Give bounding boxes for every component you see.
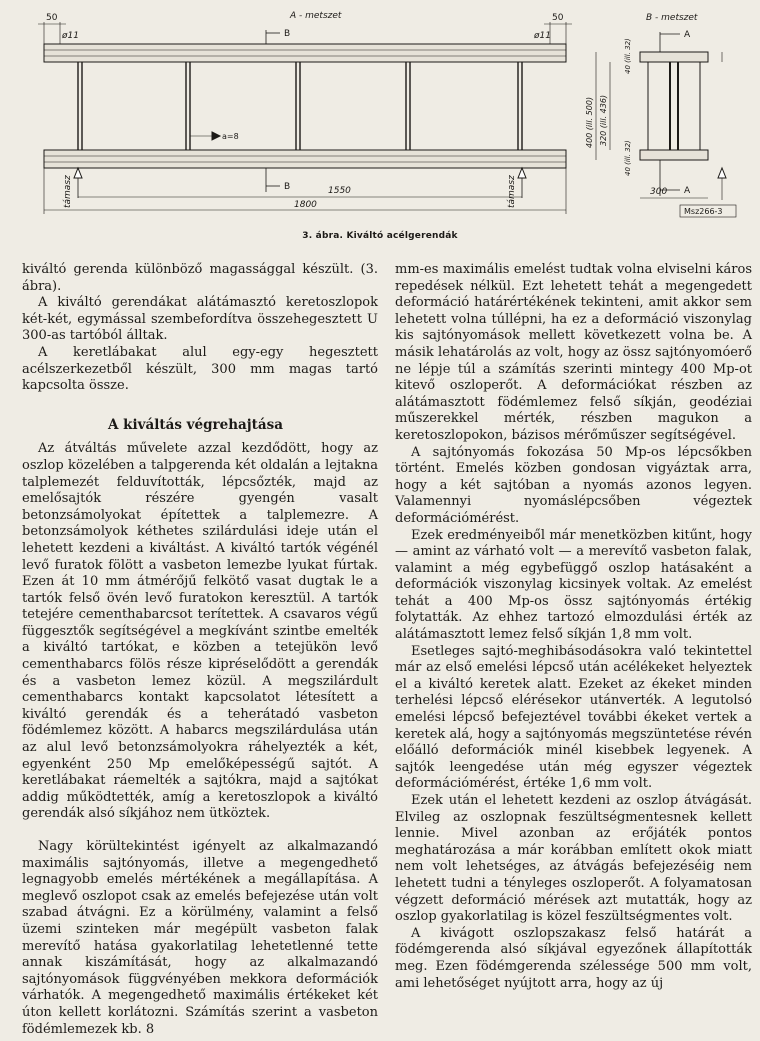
section-b-label: B - metszet — [646, 13, 698, 23]
left-paragraph-3: A keretlábakat alul egy-egy hegesztett acélszerkezetből készült, 300 mm magas tartó kapcsolta össze. — [22, 344, 378, 394]
left-paragraph-2: A kiváltó gerendákat alátámasztó keretoszlopok két-két, egymással szembefordítva összehegesztett U 300-as tartóból álltak. — [22, 295, 378, 344]
vertical-dim-top: 40 (ill. 32) — [624, 38, 632, 74]
figure-caption: 3. ábra. Kiváltó acélgerendák — [302, 231, 458, 241]
dim-300: 300 — [650, 187, 668, 197]
weld-a8: a=8 — [222, 132, 239, 141]
marker-a-bottom: A — [684, 186, 691, 196]
dim-50-right: 50 — [552, 13, 564, 23]
right-paragraph-1: mm-es maximális emelést tudtak volna elviselni káros repedések nélkül. Ezt lehetett tehát a megengedett deformáció határértékének tekinteni, amit akkor sem lehetett volna túllépni, ha ez a deformáció viszonylag kis sajtónyomások mellett következett volna be. A másik lehatárolás az volt, hogy az össz sajtónyomóerő ne lépje túl a számítás szerinti mintegy 400 Mp-ot kitevő oszloperőt. A deformációkat részben az alátámasztott födémlemez felső síkján, geodéziai műszerekkel mérték, részben magukon a keretoszlopokon, bázisos mérőműszer segítségével. — [395, 262, 752, 443]
phi11-right: ø11 — [534, 31, 551, 41]
left-paragraph-4: Az átváltás művelete azzal kezdődött, hogy az oszlop közelében a talpgerenda két oldalán a lejtakna talplemezét felduvították, lépcsőzték, majd az emelősajtók részére gyengén vasalt betonzsámolyokat építettek a talplemezre. A betonzsámolyok kéthetes szilárdulási ideje után el lehetett kezdeni a kiváltást. A kiváltó tartók végénél levő furatok fölött a vasbeton lemezbe lyukat fúrtak. Ezen át 10 mm átmérőjű felkötő vasat dugtak le a tartók felső övén levő furatokon keresztül. A tartók tetejére cementhabarcsot terítettek. A csavaros végű függesztők segítségével a megkívánt szintbe emelték a kiváltó tartókat, e közben a tetejükön levő cementhabarcs fölös része kipréselődött a gerendák és a vasbeton lemez közül. A megszilárdult cementhabarcs kontakt kapcsolatot létesített a kiváltó gerendák és a teherátadó vasbeton födémlemez között. A habarcs megszilárdulása után az alul levő betonzsámolyokra ráhelyezték a két, egyenként 250 Mp emelőképességű sajtót. A keretlábakat ráemelték a sajtókra, majd a sajtókat addig működtették, amíg a keretoszlopok a kiváltó gerendák alsó síkjához nem ütköztek. — [22, 441, 378, 822]
left-column — [22, 262, 378, 1038]
dim-50-left: 50 — [46, 13, 58, 23]
right-column — [395, 262, 752, 992]
drawing-code: Msz266-3 — [684, 207, 723, 216]
web-stiffeners — [78, 62, 522, 150]
support-left: támasz — [63, 175, 73, 208]
right-paragraph-4: Esetleges sajtó-meghibásodásokra való tekintettel már az első emelési lépcső után acélékeket helyeztek el a kiváltó keretek alatt. Ezeket az ékeket minden terhelési lépcső elérésekor utánverték. A legutolsó emelési lépcső befejeztével további ékeket vertek a keretek alá, hogy a sajtónyomás megszüntetése révén előálló deformációk minél kisebbek legyenek. A sajtók leengedése után még egyszer végeztek deformációmérést, értéke 1,6 mm volt. — [395, 643, 752, 792]
right-paragraph-2: A sajtónyomás fokozása 50 Mp-os lépcsőkben történt. Emelés közben gondosan vigyáztak arra, hogy a két sajtóban a nyomás azonos legyen. Valamennyi nyomáslépcsőben végeztek deformációmérést. — [395, 444, 752, 526]
section-heading: A kiváltás végrehajtása — [108, 416, 284, 433]
steel-beam-drawing — [0, 0, 760, 230]
right-paragraph-6: A kivágott oszlopszakasz felső határát a födémgerenda alsó síkjával egyezőnek állapították meg. Ezen födémgerenda szélessége 500 mm volt, ami lehetőséget nyújtott arra, hogy az új — [395, 925, 752, 991]
marker-a-top: A — [684, 30, 691, 40]
phi11-left: ø11 — [62, 31, 79, 41]
vertical-dim-bottom: 40 (ill. 32) — [624, 140, 632, 176]
dim-1550: 1550 — [328, 186, 351, 196]
dim-1800: 1800 — [294, 200, 317, 210]
section-a-label: A - metszet — [290, 11, 342, 21]
vertical-dim-main: 400 (ill. 500) — [585, 96, 594, 148]
support-right: támasz — [507, 175, 517, 208]
right-paragraph-3: Ezek eredményeiből már menetközben kitűnt, hogy — amint az várható volt — a merevítő vasbeton falak, valamint a még egybefüggő oszlop hatásaként a deformációk viszonylag kicsinyek voltak. Az emelést tehát a 400 Mp-os össz sajtónyomás értékig folytatták. Az ehhez tartozó elmozdulási érték az alátámasztott lemez felső síkján 1,8 mm volt. — [395, 527, 752, 643]
left-paragraph-5: Nagy körültekintést igényelt az alkalmazandó maximális sajtónyomás, illetve a megengedhető legnagyobb emelés mértékének a megállapítása. A meglevő oszlopot csak az emelés befejezése után volt szabad átvágni. Ez a körülmény, valamint a felső üzemi szinteken már megépült vasbeton falak merevítő hatása gyakorlatilag lehetetlenné tette annak kiszámítását, hogy az alkalmazandó sajtónyomások függvényében mekkora deformációk várhatók. A megengedhető maximális értékeket két úton kellett korlátozni. Számítás szerint a vasbeton födémlemezek kb. 8 — [22, 839, 378, 1037]
vertical-dim-inner: 320 (ill. 436) — [599, 94, 608, 146]
right-paragraph-5: Ezek után el lehetett kezdeni az oszlop átvágását. Elvileg az oszlopnak feszültségmentesnek kellett lennie. Mivel azonban az erőjáték pontos meghatározása a már korábban említett okok miatt nem volt lehetséges, az átvágás befejezéséig nem lehetett tudni a tényleges oszloperőt. A folyamatosan végzett deformáció mérések azt mutatták, hogy az oszlop gyakorlatilag is közel feszültségmentes volt. — [395, 793, 752, 925]
bottom-beam — [44, 150, 566, 168]
left-paragraph-1: kiváltó gerenda különböző magassággal készült. (3. ábra). — [22, 262, 378, 294]
marker-b-bottom: B — [284, 182, 291, 192]
top-beam — [44, 44, 566, 62]
marker-b-top: B — [284, 29, 291, 39]
